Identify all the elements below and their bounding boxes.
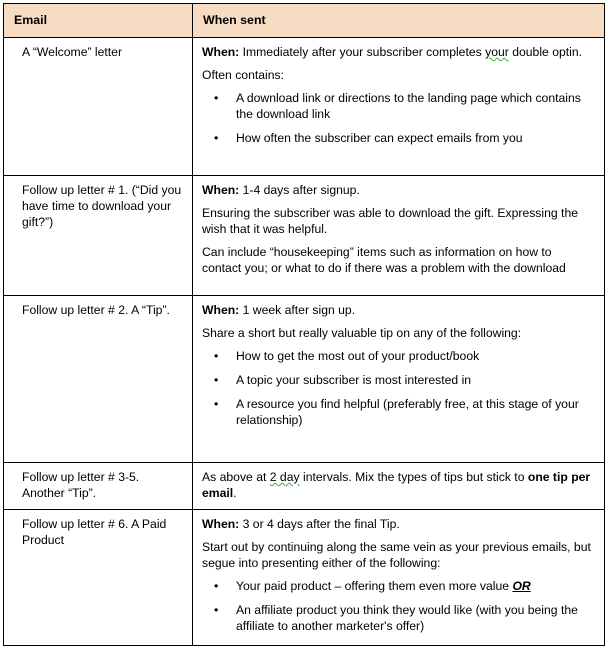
list-item [202,602,594,634]
when-cell [193,463,605,510]
list-item-text: A topic your subscriber is most interested in [236,373,472,387]
when-label: When: [202,303,240,317]
when-text: 3 or 4 days after the final Tip. [239,517,400,531]
when-label: When: [202,517,240,531]
bullet-icon: • [214,579,219,593]
bullet-icon: • [214,373,219,387]
text-part: As above at [202,470,270,484]
bullet-icon: • [214,349,219,363]
bullet-icon: • [214,131,219,145]
paragraph: Ensuring the subscriber was able to download the gift. Expressing the wish that it was helpful. [202,206,578,236]
when-label: When: [202,45,240,59]
bullet-icon: • [214,603,219,617]
contains-label: Often contains: [202,68,284,82]
paragraph: Start out by continuing along the same vein as your previous emails, but segue into presenting either of the following: [202,540,591,570]
header-email: Email [4,4,193,38]
when-cell [193,38,605,176]
table-row [4,463,605,510]
list-item [202,348,594,364]
spellcheck-word: 2 day [269,470,300,484]
when-cell [193,510,605,646]
spellcheck-word: your [485,45,509,59]
email-cell: Follow up letter # 3-5. Another “Tip”. [4,463,193,510]
list-item-text: A resource you find helpful (preferably free, at this stage of your relationship) [236,397,579,427]
when-line [202,44,594,60]
when-label: When: [202,183,240,197]
table-row [4,38,605,176]
bullet-list [202,578,594,634]
list-item-text: Your paid product – offering them even more value [236,579,513,593]
email-cell: Follow up letter # 6. A Paid Product [4,510,193,646]
list-item [202,90,594,122]
table-row [4,510,605,646]
list-item [202,130,594,146]
list-item [202,396,594,428]
email-cell: Follow up letter # 1. (“Did you have time to download your gift?”) [4,176,193,296]
header-when-sent: When sent [193,4,605,38]
table-row [4,296,605,463]
list-item [202,578,594,594]
bullet-icon: • [214,397,219,411]
when-text: 1-4 days after signup. [239,183,360,197]
or-emphasis: OR [512,579,531,593]
text-part: intervals. Mix the types of tips but stick to [299,470,528,484]
list-item-text: An affiliate product you think they would like (with you being the affiliate to another marketer's offer) [236,603,578,633]
when-cell [193,176,605,296]
list-item-text: How to get the most out of your product/book [236,349,480,363]
when-text-end: double optin. [508,45,583,59]
list-item [202,372,594,388]
when-text: 1 week after sign up. [239,303,356,317]
bold-emphasis: one tip per email [202,470,591,500]
when-line [202,516,594,532]
bullet-icon: • [214,91,219,105]
bullet-list [202,90,594,146]
email-cell: Follow up letter # 2. A “Tip”. [4,296,193,463]
list-item-text: How often the subscriber can expect emails from you [236,131,523,145]
list-item-text: A download link or directions to the landing page which contains the download link [236,91,581,121]
email-schedule-table [3,3,605,646]
when-line [202,302,594,318]
bullet-list [202,348,594,428]
when-cell [193,296,605,463]
text-part: . [233,486,237,500]
when-line [202,182,594,198]
paragraph: Can include “housekeeping” items such as information on how to contact you; or what to do if there was a problem with the download [202,245,566,275]
paragraph [202,469,594,501]
email-cell: A “Welcome” letter [4,38,193,176]
when-text: Immediately after your subscriber completes [239,45,486,59]
table-header-row [4,4,605,38]
table-row [4,176,605,296]
paragraph: Share a short but really valuable tip on any of the following: [202,326,522,340]
